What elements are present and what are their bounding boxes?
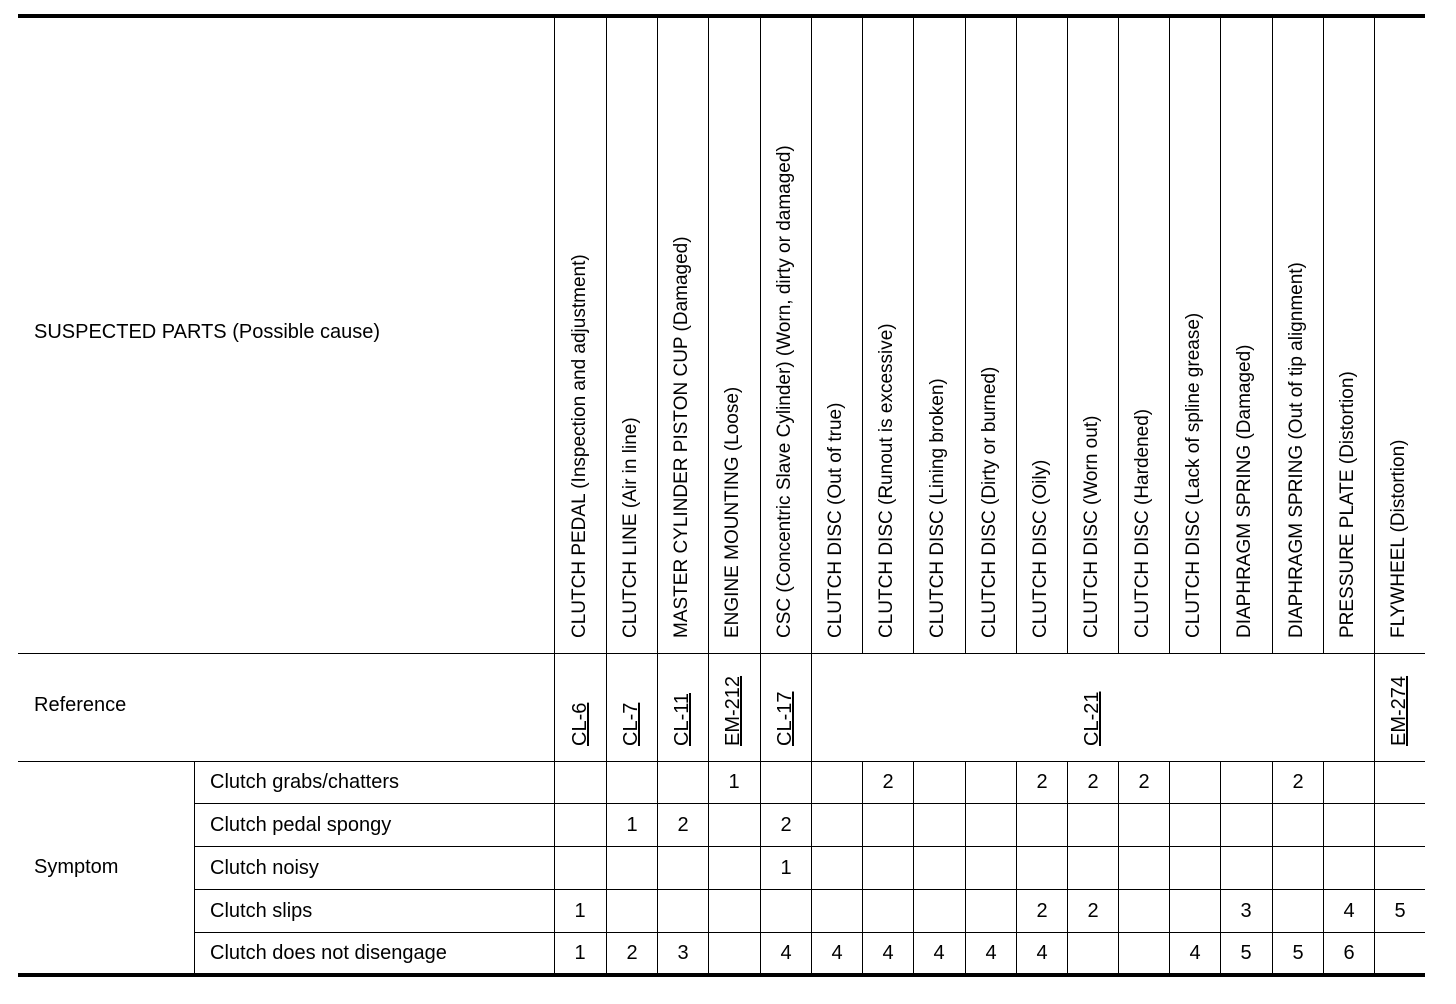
symptom-label-divider [194, 761, 195, 974]
column-header: FLYWHEEL (Distortion) [1388, 439, 1409, 638]
reference-label: Reference [34, 694, 127, 716]
column-divider [1220, 16, 1221, 654]
symptom-row-label: Clutch slips [210, 900, 313, 922]
column-header: CSC (Concentric Slave Cylinder) (Worn, dirty or damaged) [774, 145, 795, 638]
column-header: CLUTCH PEDAL (Inspection and adjustment) [569, 254, 590, 638]
priority-cell: 2 [882, 771, 894, 793]
priority-cell: 2 [1036, 771, 1048, 793]
priority-cell: 4 [1189, 942, 1201, 964]
column-divider [965, 16, 966, 654]
priority-cell: 2 [626, 942, 638, 964]
priority-cell: 6 [1343, 942, 1355, 964]
symptom-row-label: Clutch grabs/chatters [210, 771, 399, 793]
column-header: CLUTCH DISC (Hardened) [1132, 408, 1153, 638]
column-divider [1118, 16, 1119, 654]
column-header: CLUTCH DISC (Worn out) [1081, 415, 1102, 638]
column-header: CLUTCH DISC (Lack of spline grease) [1183, 312, 1204, 638]
priority-cell: 4 [780, 942, 792, 964]
priority-cell: 2 [1138, 771, 1150, 793]
priority-cell: 1 [574, 900, 586, 922]
priority-cell: 5 [1394, 900, 1406, 922]
reference-link[interactable]: EM-212 [722, 675, 744, 746]
symptom-row-label: Clutch does not disengage [210, 942, 447, 964]
reference-link[interactable]: CL-11 [671, 693, 693, 746]
column-header: ENGINE MOUNTING (Loose) [722, 386, 743, 638]
priority-cell: 2 [1087, 900, 1099, 922]
priority-cell: 4 [831, 942, 843, 964]
priority-cell: 4 [1036, 942, 1048, 964]
reference-link[interactable]: CL-17 [774, 691, 796, 746]
priority-cell: 4 [985, 942, 997, 964]
column-header: CLUTCH DISC (Out of true) [825, 402, 846, 638]
priority-cell: 2 [1292, 771, 1304, 793]
reference-link[interactable]: EM-274 [1388, 675, 1410, 746]
column-divider [862, 16, 863, 654]
column-divider [1067, 16, 1068, 654]
column-header: PRESSURE PLATE (Distortion) [1337, 371, 1358, 638]
column-header: DIAPHRAGM SPRING (Out of tip alignment) [1286, 262, 1307, 638]
symptom-row-label: Clutch pedal spongy [210, 814, 392, 836]
suspected-parts-label: SUSPECTED PARTS (Possible cause) [34, 321, 381, 343]
symptom-row-label: Clutch noisy [210, 857, 319, 879]
header-divider [18, 653, 1425, 654]
priority-cell: 1 [574, 942, 586, 964]
column-divider [1374, 16, 1375, 974]
priority-cell: 1 [780, 857, 792, 879]
reference-link[interactable]: CL-6 [569, 702, 591, 746]
column-divider [1016, 16, 1017, 654]
column-divider [1272, 16, 1273, 654]
priority-cell: 3 [677, 942, 689, 964]
priority-cell: 2 [1036, 900, 1048, 922]
priority-cell: 4 [882, 942, 894, 964]
symptom-label: Symptom [34, 856, 119, 878]
priority-cell: 2 [677, 814, 689, 836]
column-header: MASTER CYLINDER PISTON CUP (Damaged) [671, 236, 692, 638]
table-top-border [18, 14, 1425, 18]
priority-cell: 2 [1087, 771, 1099, 793]
column-divider [913, 16, 914, 654]
priority-cell: 5 [1240, 942, 1252, 964]
column-header: CLUTCH DISC (Runout is excessive) [876, 323, 897, 638]
column-divider [554, 16, 555, 974]
column-header: CLUTCH DISC (Dirty or burned) [979, 366, 1000, 638]
reference-link[interactable]: CL-21 [1081, 691, 1103, 746]
column-header: CLUTCH DISC (Lining broken) [927, 378, 948, 638]
priority-cell: 1 [728, 771, 740, 793]
column-divider [1323, 16, 1324, 654]
reference-link[interactable]: CL-7 [620, 702, 642, 746]
priority-cell: 4 [933, 942, 945, 964]
priority-cell: 2 [780, 814, 792, 836]
priority-cell: 5 [1292, 942, 1304, 964]
priority-cell: 4 [1343, 900, 1355, 922]
priority-cell: 1 [626, 814, 638, 836]
column-divider [1169, 16, 1170, 654]
column-header: CLUTCH DISC (Oily) [1030, 459, 1051, 638]
priority-cell: 3 [1240, 900, 1252, 922]
column-header: DIAPHRAGM SPRING (Damaged) [1234, 344, 1255, 638]
column-header: CLUTCH LINE (Air in line) [620, 417, 641, 638]
